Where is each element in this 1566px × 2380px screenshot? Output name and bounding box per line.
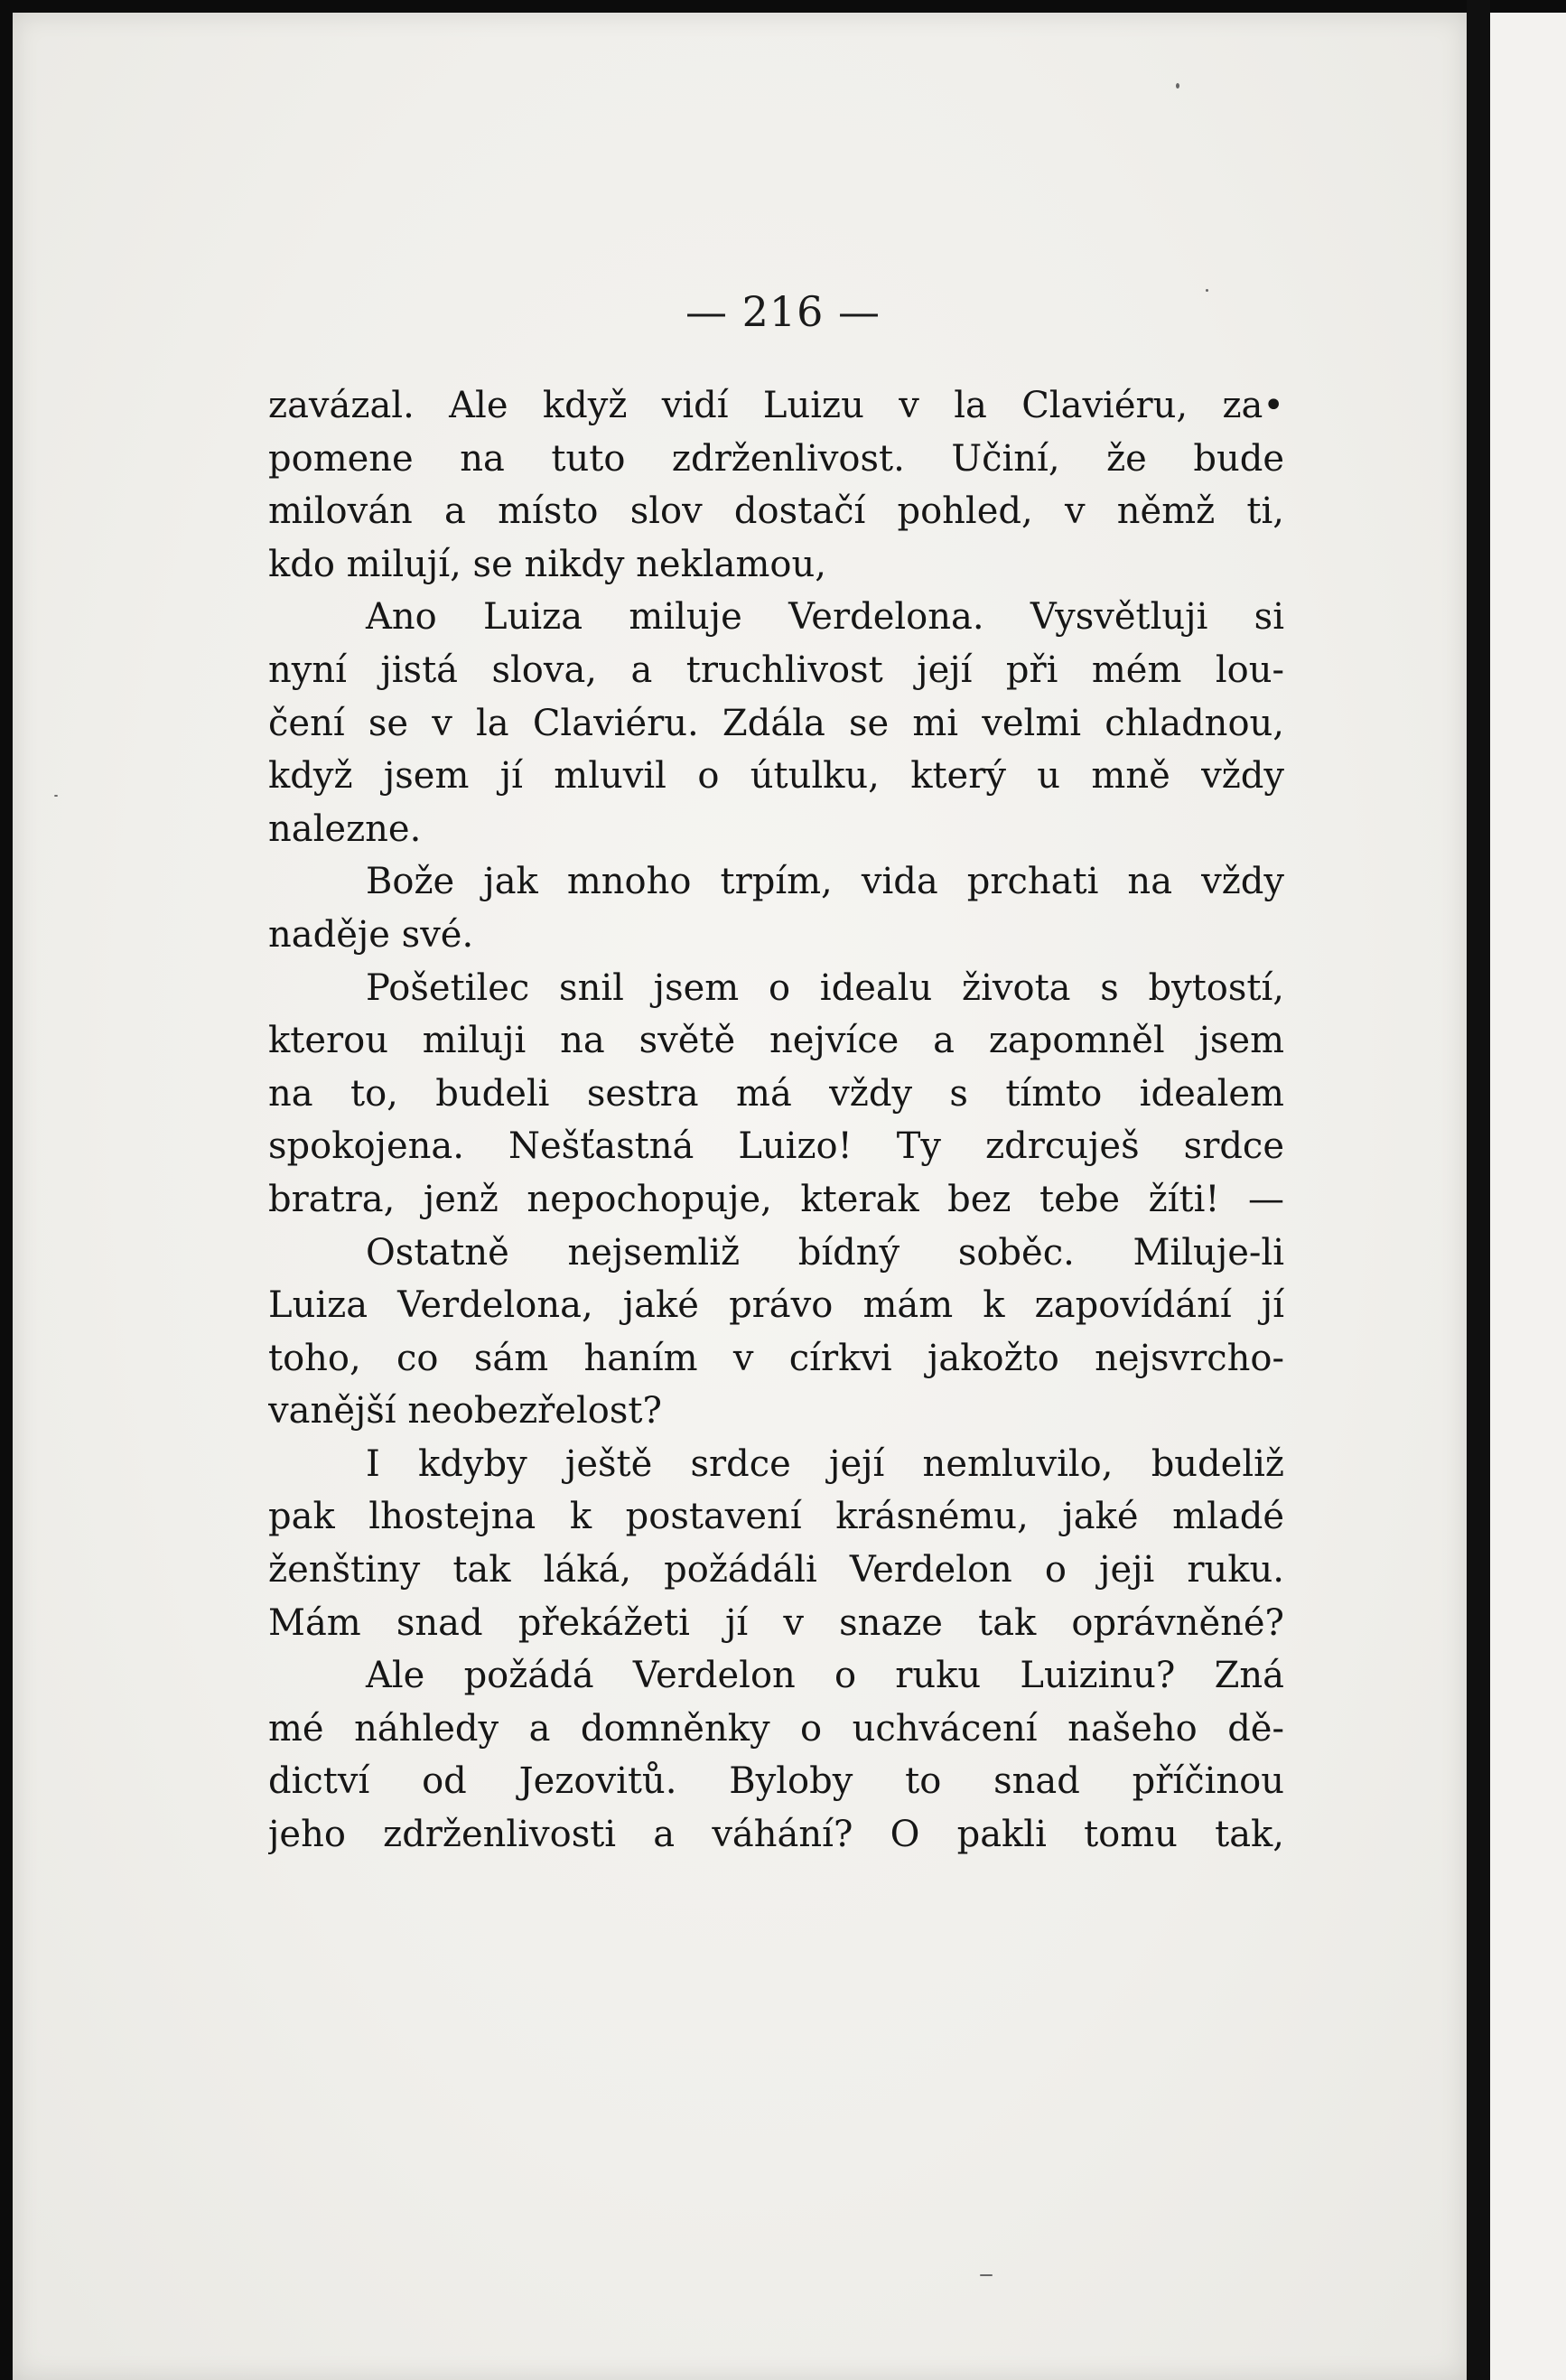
- scan-speck: [1176, 83, 1179, 89]
- text-line: na to, budeli sestra má vždy s tímto idealem: [268, 1072, 1284, 1115]
- text-line: pak lhostejna k postavení krásnému, jaké mladé: [268, 1496, 1284, 1538]
- text-line: ženštiny tak láká, požádáli Verdelon o jeji ruku.: [268, 1549, 1284, 1591]
- text-line: Ostatně nejsemliž bídný soběc. Miluje-li: [366, 1231, 1284, 1274]
- text-line: Pošetilec snil jsem o idealu života s bytostí,: [366, 966, 1284, 1009]
- body-text: [268, 379, 1284, 1862]
- facing-page-edge: [1490, 13, 1566, 2380]
- page-number: — 216 —: [685, 287, 881, 336]
- text-line: mé náhledy a domněnky o uchvácení našeho dě-: [268, 1707, 1284, 1750]
- text-line: kterou miluji na světě nejvíce a zapomněl jsem: [268, 1020, 1284, 1062]
- text-line: kdo milují, se nikdy neklamou,: [268, 543, 826, 585]
- binding-gutter: [1467, 0, 1490, 2380]
- text-line: nyní jistá slova, a truchlivost její při mém lou-: [268, 649, 1284, 691]
- text-line: jeho zdrženlivosti a váhání? O pakli tomu tak,: [268, 1814, 1284, 1856]
- text-line: bratra, jenž nepochopuje, kterak bez tebe žíti! —: [268, 1178, 1284, 1220]
- text-line: Mám snad překážeti jí v snaze tak oprávněné?: [268, 1601, 1284, 1644]
- text-line: milován a místo slov dostačí pohled, v němž ti,: [268, 490, 1284, 533]
- text-line: pomene na tuto zdrženlivost. Učiní, že bude: [268, 437, 1284, 480]
- text-line: spokojena. Nešťastná Luizo! Ty zdrcuješ srdce: [268, 1125, 1284, 1168]
- text-line: zavázal. Ale když vidí Luizu v la Claviéru, za•: [268, 385, 1284, 426]
- text-line: Ano Luiza miluje Verdelona. Vysvětluji si: [366, 596, 1284, 639]
- text-line: I kdyby ještě srdce její nemluvilo, budeliž: [366, 1442, 1284, 1485]
- text-line: Luiza Verdelona, jaké právo mám k zapovídání jí: [268, 1284, 1284, 1327]
- scan-speck: [54, 795, 58, 797]
- text-line: Bože jak mnoho trpím, vida prchati na vždy: [366, 861, 1284, 903]
- text-line: naděje své.: [268, 913, 474, 956]
- text-line: čení se v la Claviéru. Zdála se mi velmi chladnou,: [268, 702, 1284, 744]
- text-line: nalezne.: [268, 807, 422, 850]
- text-line: dictví od Jezovitů. Byloby to snad příčinou: [268, 1760, 1284, 1803]
- text-line: vanější neobezřelost?: [268, 1390, 662, 1433]
- text-line: toho, co sám haním v církvi jakožto nejsvrcho-: [268, 1337, 1284, 1379]
- text-line: Ale požádá Verdelon o ruku Luizinu? Zná: [366, 1655, 1284, 1697]
- scan-speck: [980, 2274, 993, 2276]
- text-line: když jsem jí mluvil o útulku, který u mně vždy: [268, 755, 1284, 798]
